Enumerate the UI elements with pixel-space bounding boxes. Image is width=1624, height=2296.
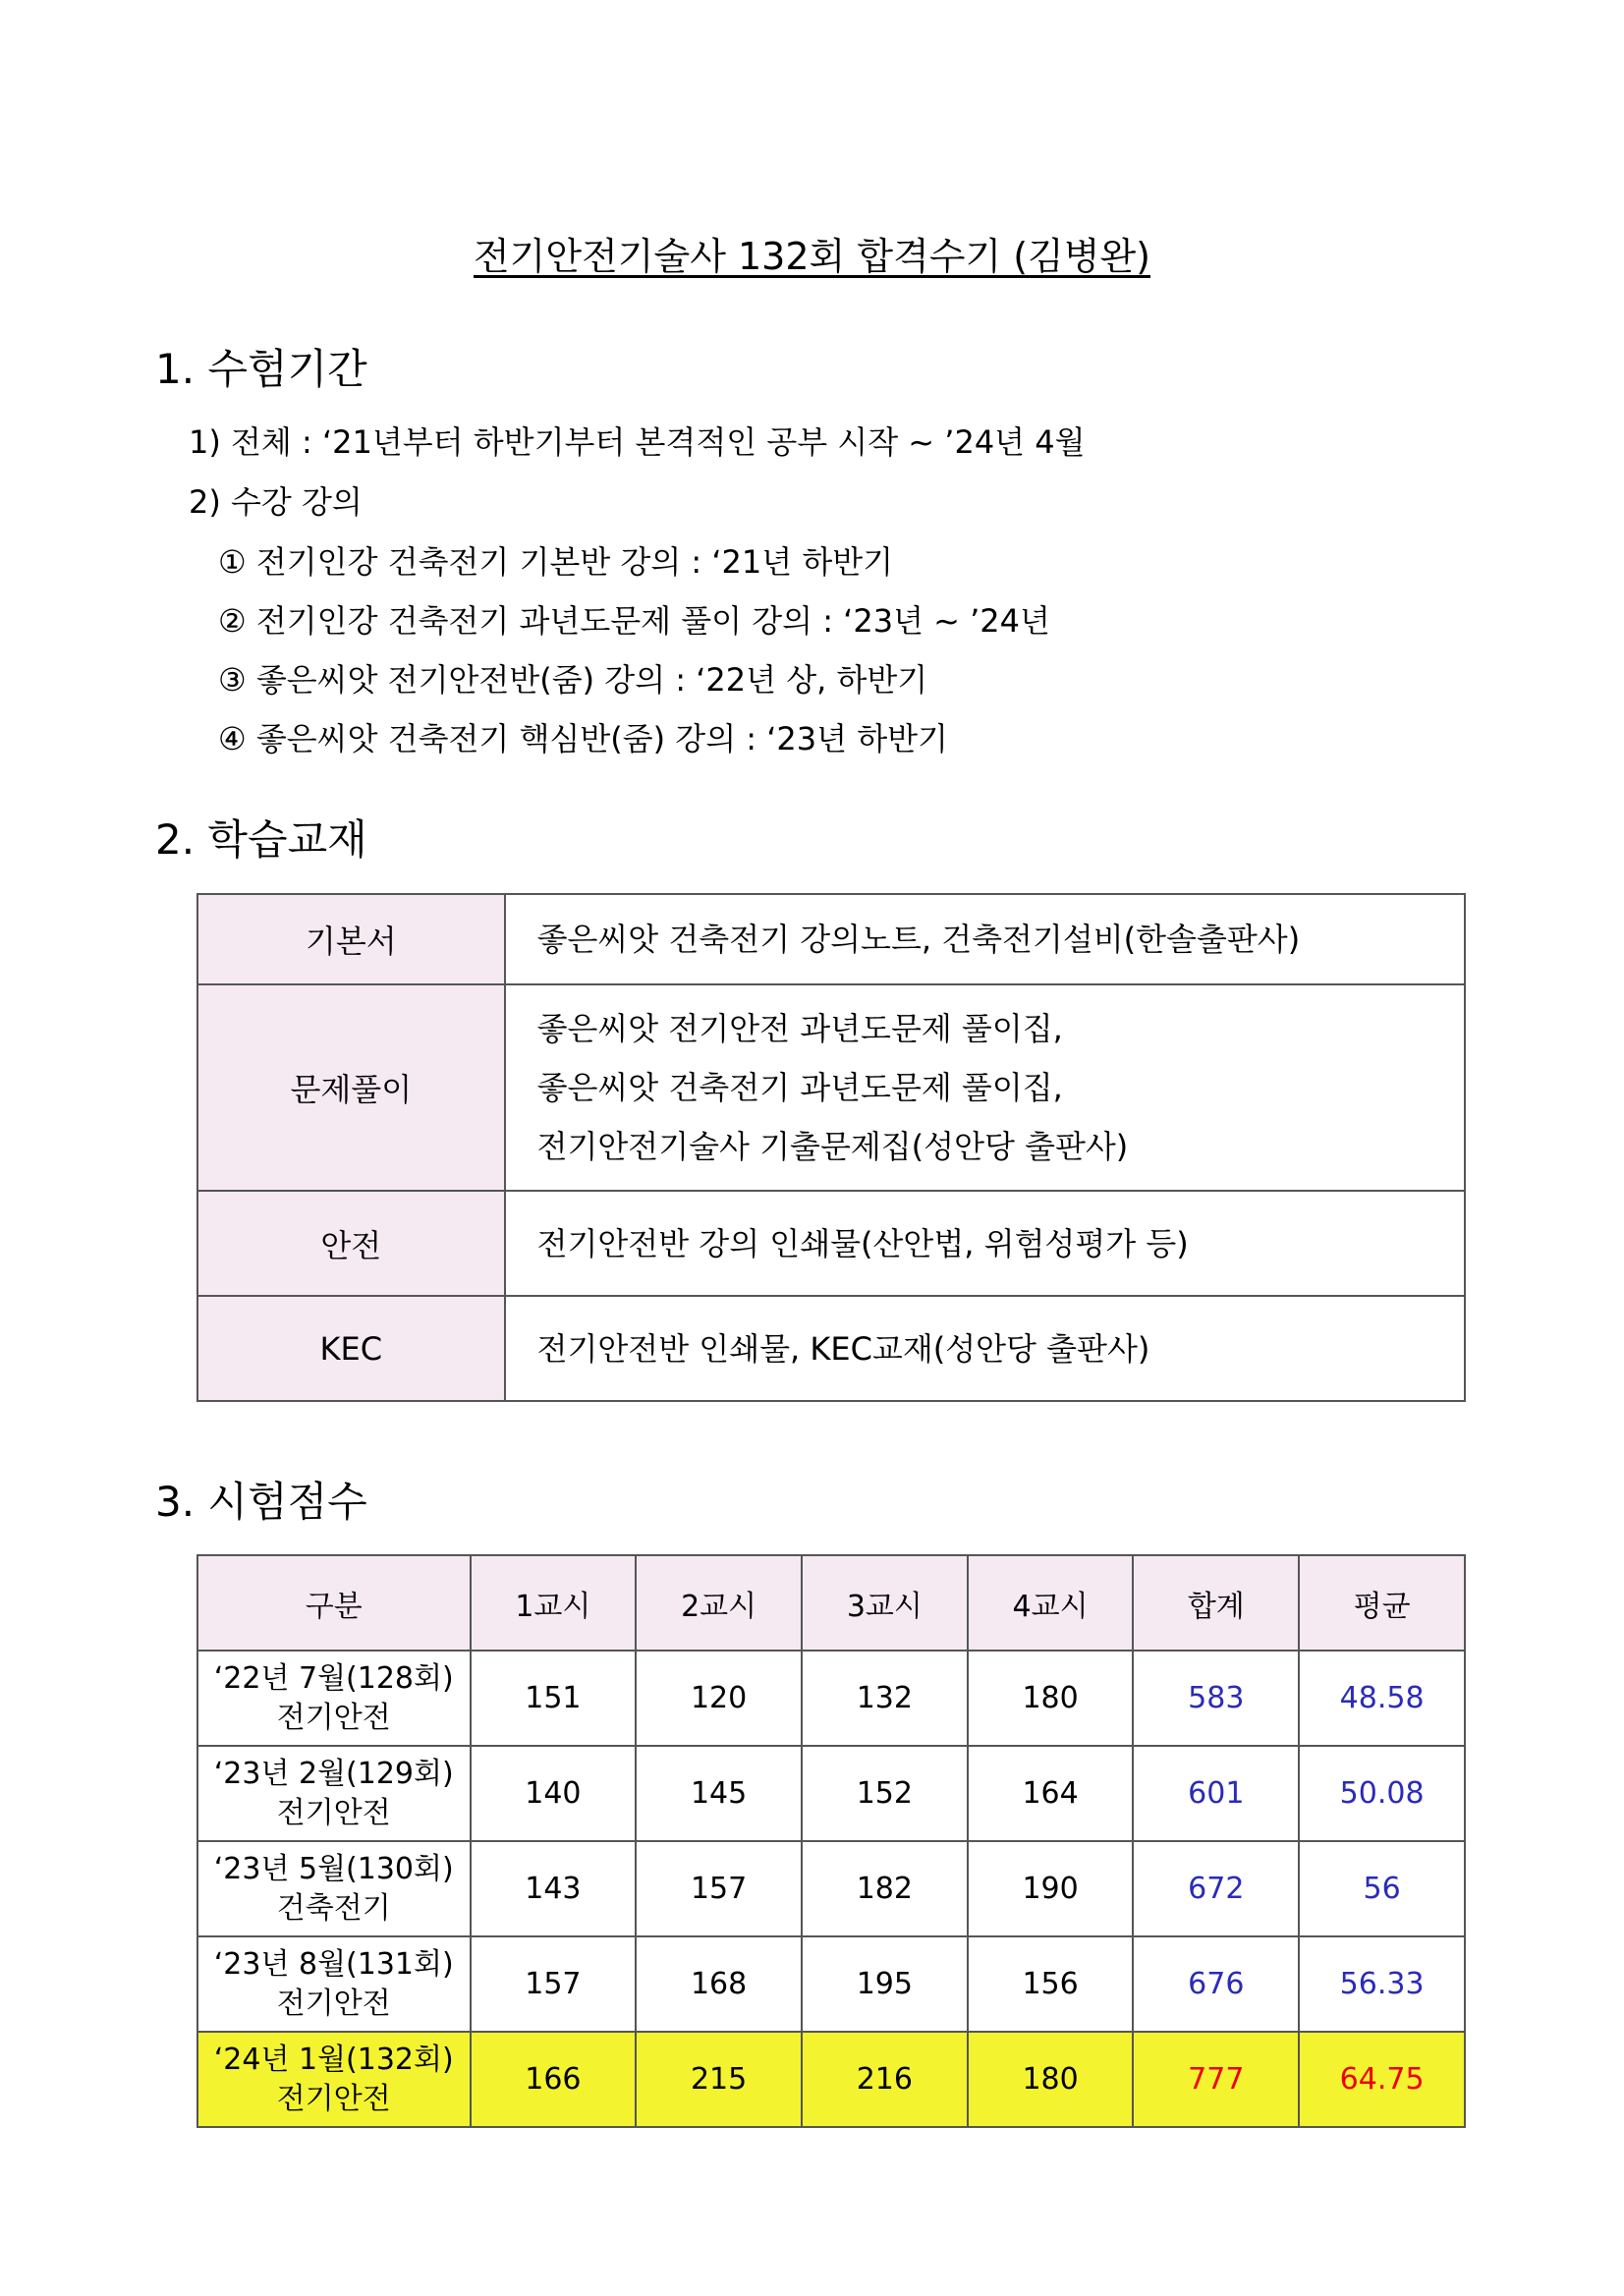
average-cell: 56 (1299, 1841, 1465, 1936)
exam-field: 전기안전 (276, 1986, 391, 2021)
textbook-category: 안전 (197, 1191, 505, 1296)
score-cell: 180 (968, 2032, 1134, 2127)
score-cell: 157 (636, 1841, 802, 1936)
lecture-item: ④ 좋은씨앗 건축전기 핵심반(줌) 강의 : ‘23년 하반기 (218, 720, 948, 757)
table-row (197, 894, 1465, 984)
total-cell: 672 (1133, 1841, 1299, 1936)
total-cell: 583 (1133, 1651, 1299, 1746)
textbook-line: 전기안전반 인쇄물, KEC교재(성안당 출판사) (536, 1329, 1150, 1368)
exam-field: 건축전기 (276, 1890, 391, 1926)
total-cell: 676 (1133, 1936, 1299, 2032)
textbook-line: 좋은씨앗 건축전기 과년도문제 풀이집, (536, 1069, 1063, 1106)
exam-field: 전기안전 (276, 1795, 391, 1830)
textbook-category: KEC (197, 1296, 505, 1401)
textbook-table (196, 893, 1466, 1402)
score-cell: 216 (802, 2032, 968, 2127)
total-cell: 601 (1133, 1746, 1299, 1841)
column-header: 3교시 (802, 1555, 968, 1651)
average-cell: 50.08 (1299, 1746, 1465, 1841)
section3-heading: 3. 시험점수 (155, 1478, 367, 1526)
textbook-list (505, 894, 1465, 984)
textbook-list (505, 984, 1465, 1191)
period-overall: 1) 전체 : ‘21년부터 하반기부터 본격적인 공부 시작 ~ ’24년 4월 (189, 423, 1086, 461)
score-cell: 132 (802, 1651, 968, 1746)
column-header: 합계 (1133, 1555, 1299, 1651)
score-row (197, 1746, 1465, 1841)
score-cell: 152 (802, 1746, 968, 1841)
score-cell: 180 (968, 1651, 1134, 1746)
score-cell: 215 (636, 2032, 802, 2127)
textbook-category: 문제풀이 (197, 984, 505, 1191)
textbook-list (505, 1296, 1465, 1401)
score-table (196, 1554, 1466, 2128)
table-row (197, 1296, 1465, 1401)
section1-heading: 1. 수험기간 (155, 345, 367, 393)
average-cell: 64.75 (1299, 2032, 1465, 2127)
document-title: 전기안전기술사 132회 합격수기 (김병완) (473, 235, 1151, 278)
score-cell: 157 (471, 1936, 637, 2032)
lecture-item: ③ 좋은씨앗 전기안전반(줌) 강의 : ‘22년 상, 하반기 (218, 661, 928, 699)
column-header: 평균 (1299, 1555, 1465, 1651)
column-header: 1교시 (471, 1555, 637, 1651)
column-header: 구분 (197, 1555, 471, 1651)
score-row (197, 1651, 1465, 1746)
textbook-line: 전기안전반 강의 인쇄물(산안법, 위험성평가 등) (536, 1224, 1189, 1262)
column-header: 4교시 (968, 1555, 1134, 1651)
textbook-line: 전기안전기술사 기출문제집(성안당 출판사) (536, 1128, 1129, 1165)
textbook-line: 좋은씨앗 전기안전 과년도문제 풀이집, (536, 1010, 1063, 1047)
score-cell: 166 (471, 2032, 637, 2127)
score-cell: 190 (968, 1841, 1134, 1936)
table-row (197, 1191, 1465, 1296)
table-row (197, 984, 1465, 1191)
score-row (197, 1936, 1465, 2032)
exam-field: 전기안전 (276, 2081, 391, 2116)
score-header-row (197, 1555, 1465, 1651)
period-lectures: 2) 수강 강의 (189, 483, 363, 521)
score-cell: 168 (636, 1936, 802, 2032)
lecture-item: ① 전기인강 건축전기 기본반 강의 : ‘21년 하반기 (218, 543, 894, 581)
exam-date: ‘23년 8월(131회) (213, 1946, 454, 1982)
textbook-line: 좋은씨앗 건축전기 강의노트, 건축전기설비(한솔출판사) (536, 921, 1301, 958)
exam-cell (197, 1841, 471, 1936)
exam-date: ‘22년 7월(128회) (213, 1660, 454, 1696)
exam-cell (197, 1936, 471, 2032)
score-cell: 140 (471, 1746, 637, 1841)
exam-date: ‘24년 1월(132회) (213, 2042, 454, 2077)
score-cell: 164 (968, 1746, 1134, 1841)
score-row (197, 1841, 1465, 1936)
textbook-list (505, 1191, 1465, 1296)
section2-heading: 2. 학습교재 (155, 815, 367, 864)
average-cell: 56.33 (1299, 1936, 1465, 2032)
score-cell: 182 (802, 1841, 968, 1936)
lecture-item: ② 전기인강 건축전기 과년도문제 풀이 강의 : ‘23년 ~ ’24년 (218, 602, 1050, 640)
textbook-category: 기본서 (197, 894, 505, 984)
score-cell: 195 (802, 1936, 968, 2032)
exam-date: ‘23년 5월(130회) (213, 1851, 454, 1886)
score-cell: 151 (471, 1651, 637, 1746)
exam-field: 전기안전 (276, 1700, 391, 1735)
exam-cell (197, 2032, 471, 2127)
average-cell: 48.58 (1299, 1651, 1465, 1746)
score-cell: 156 (968, 1936, 1134, 2032)
exam-cell (197, 1651, 471, 1746)
exam-cell (197, 1746, 471, 1841)
exam-date: ‘23년 2월(129회) (213, 1756, 454, 1791)
score-cell: 145 (636, 1746, 802, 1841)
score-cell: 143 (471, 1841, 637, 1936)
score-cell: 120 (636, 1651, 802, 1746)
score-row-highlighted (197, 2032, 1465, 2127)
column-header: 2교시 (636, 1555, 802, 1651)
total-cell: 777 (1133, 2032, 1299, 2127)
